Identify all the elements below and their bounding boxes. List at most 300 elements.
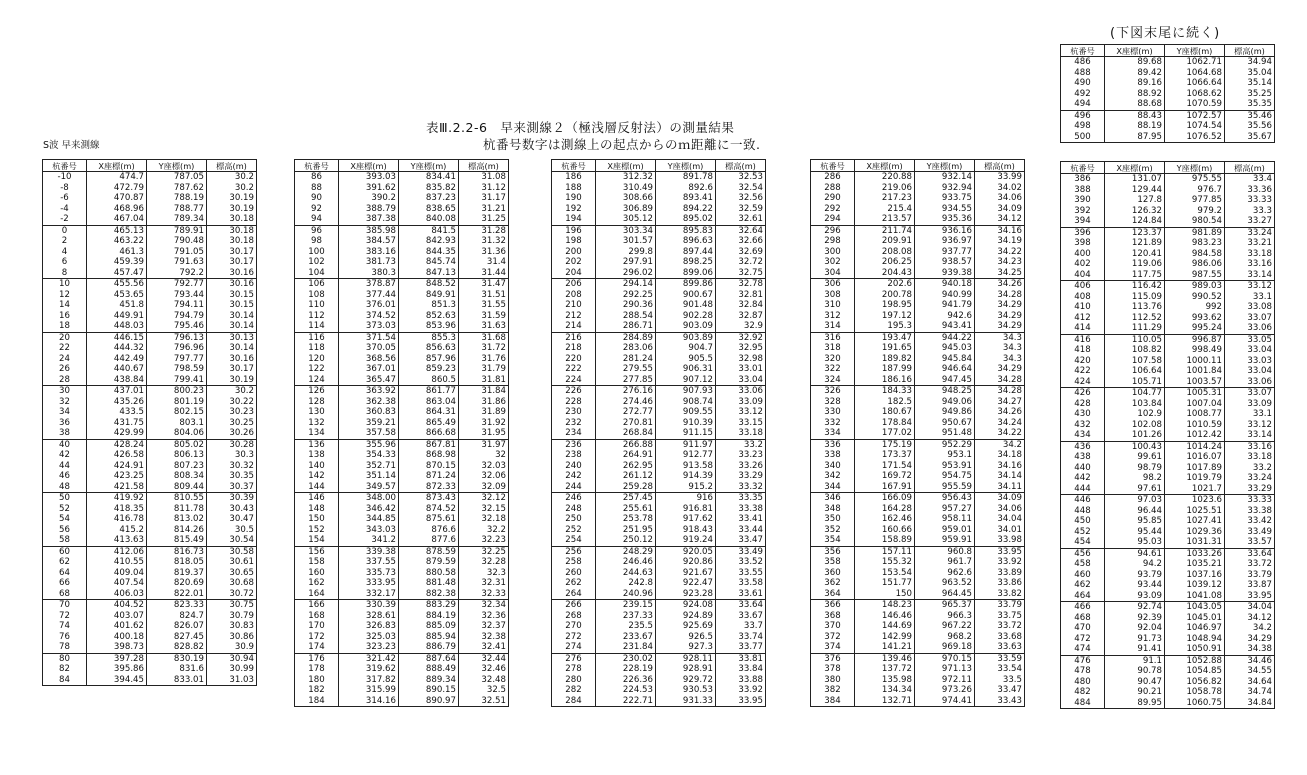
stake-no-cell: 270 bbox=[552, 621, 596, 632]
elevation-cell: 30.83 bbox=[207, 621, 257, 632]
table-row bbox=[1061, 356, 1275, 367]
elevation-cell: 33.3 bbox=[1225, 206, 1275, 217]
elevation-cell: 33.32 bbox=[716, 482, 766, 493]
stake-no-cell: 54 bbox=[43, 514, 87, 525]
x-coord-cell: 220.88 bbox=[855, 172, 915, 183]
y-coord-cell: 916.81 bbox=[656, 504, 716, 515]
elevation-cell: 30.47 bbox=[207, 514, 257, 525]
y-coord-cell: 925.69 bbox=[656, 621, 716, 632]
table-row bbox=[295, 257, 509, 268]
elevation-cell: 34.06 bbox=[975, 193, 1025, 204]
x-coord-cell: 351.14 bbox=[339, 471, 399, 482]
x-coord-cell: 93.09 bbox=[1105, 591, 1165, 602]
y-coord-cell: 953.91 bbox=[915, 461, 975, 472]
table-row bbox=[43, 611, 257, 622]
stake-no-cell: 140 bbox=[295, 461, 339, 472]
y-coord-cell: 810.55 bbox=[147, 493, 207, 504]
stake-no-cell: 348 bbox=[811, 504, 855, 515]
elevation-cell: 30.18 bbox=[207, 225, 257, 236]
elevation-cell: 33.88 bbox=[716, 675, 766, 686]
elevation-cell: 34.01 bbox=[975, 525, 1025, 536]
x-coord-cell: 391.62 bbox=[339, 183, 399, 194]
table-row bbox=[295, 193, 509, 204]
elevation-cell: 30.14 bbox=[207, 321, 257, 332]
x-coord-cell: 446.15 bbox=[87, 332, 147, 343]
table-row bbox=[43, 214, 257, 225]
y-coord-cell: 919.24 bbox=[656, 535, 716, 546]
x-coord-cell: 314.16 bbox=[339, 696, 399, 707]
table-row bbox=[811, 632, 1025, 643]
x-coord-cell: 354.33 bbox=[339, 450, 399, 461]
table-row bbox=[552, 525, 766, 536]
elevation-cell: 30.5 bbox=[207, 525, 257, 536]
stake-no-cell: 206 bbox=[552, 279, 596, 290]
table-row bbox=[43, 407, 257, 418]
elevation-cell: 30.25 bbox=[207, 418, 257, 429]
stake-no-cell: -2 bbox=[43, 214, 87, 225]
stake-no-cell: 246 bbox=[552, 493, 596, 504]
x-coord-cell: 246.46 bbox=[596, 557, 656, 568]
table-row bbox=[811, 450, 1025, 461]
stake-no-cell: 14 bbox=[43, 300, 87, 311]
x-coord-cell: 92.39 bbox=[1105, 613, 1165, 624]
y-coord-cell: 953.1 bbox=[915, 450, 975, 461]
stake-no-cell: 96 bbox=[295, 225, 339, 236]
elevation-cell: 30.9 bbox=[207, 642, 257, 653]
stake-no-cell: 324 bbox=[811, 375, 855, 386]
stake-no-cell: 12 bbox=[43, 290, 87, 301]
table-row bbox=[552, 386, 766, 397]
table-row bbox=[43, 204, 257, 215]
elevation-cell: 33.29 bbox=[716, 471, 766, 482]
y-coord-cell: 940.18 bbox=[915, 279, 975, 290]
elevation-cell: 33.18 bbox=[1225, 452, 1275, 463]
stake-no-cell: 146 bbox=[295, 493, 339, 504]
stake-no-cell: 422 bbox=[1061, 366, 1105, 377]
elevation-cell: 34.04 bbox=[1225, 602, 1275, 613]
y-coord-cell: 867.81 bbox=[399, 439, 459, 450]
table-row bbox=[552, 471, 766, 482]
elevation-cell: 33.09 bbox=[716, 397, 766, 408]
y-coord-cell: 868.98 bbox=[399, 450, 459, 461]
table-row bbox=[552, 450, 766, 461]
table-row bbox=[295, 439, 509, 450]
stake-no-cell: 446 bbox=[1061, 495, 1105, 506]
table-row bbox=[43, 290, 257, 301]
table-row bbox=[811, 642, 1025, 653]
x-coord-cell: 413.63 bbox=[87, 535, 147, 546]
y-coord-cell: 934.55 bbox=[915, 204, 975, 215]
elevation-cell: 32.81 bbox=[716, 290, 766, 301]
elevation-cell: 33.5 bbox=[975, 675, 1025, 686]
table-row bbox=[552, 321, 766, 332]
x-coord-cell: 352.71 bbox=[339, 461, 399, 472]
x-coord-cell: 89.68 bbox=[1105, 57, 1165, 68]
stake-no-cell: 420 bbox=[1061, 356, 1105, 367]
stake-no-cell: 236 bbox=[552, 439, 596, 450]
stake-no-cell: 34 bbox=[43, 407, 87, 418]
x-coord-cell: 294.14 bbox=[596, 279, 656, 290]
x-coord-cell: 440.67 bbox=[87, 364, 147, 375]
x-coord-cell: 424.91 bbox=[87, 461, 147, 472]
x-coord-cell: 371.54 bbox=[339, 332, 399, 343]
elevation-cell: 33.01 bbox=[716, 364, 766, 375]
survey-table-1 bbox=[42, 159, 257, 686]
header-z: 標高(m) bbox=[1225, 45, 1275, 57]
table-row bbox=[552, 236, 766, 247]
x-coord-cell: 108.82 bbox=[1105, 345, 1165, 356]
stake-no-cell: 302 bbox=[811, 257, 855, 268]
elevation-cell: 30.2 bbox=[207, 183, 257, 194]
y-coord-cell: 969.18 bbox=[915, 642, 975, 653]
elevation-cell: 33.2 bbox=[716, 439, 766, 450]
x-coord-cell: 186.16 bbox=[855, 375, 915, 386]
x-coord-cell: 88.43 bbox=[1105, 110, 1165, 121]
stake-no-cell: 212 bbox=[552, 311, 596, 322]
elevation-cell: 33.36 bbox=[1225, 185, 1275, 196]
y-coord-cell: 1064.68 bbox=[1165, 68, 1225, 79]
y-coord-cell: 896.63 bbox=[656, 236, 716, 247]
elevation-cell: 31.4 bbox=[459, 257, 509, 268]
elevation-cell: 35.25 bbox=[1225, 89, 1275, 100]
x-coord-cell: 461.3 bbox=[87, 247, 147, 258]
x-coord-cell: 151.77 bbox=[855, 578, 915, 589]
stake-no-cell: 352 bbox=[811, 525, 855, 536]
table-row bbox=[1061, 687, 1275, 698]
header-x: X座標(m) bbox=[1105, 45, 1165, 57]
stake-no-cell: 220 bbox=[552, 354, 596, 365]
y-coord-cell: 1000.11 bbox=[1165, 356, 1225, 367]
table-header-row bbox=[1061, 162, 1275, 174]
x-coord-cell: 330.39 bbox=[339, 600, 399, 611]
x-coord-cell: 385.98 bbox=[339, 225, 399, 236]
y-coord-cell: 977.85 bbox=[1165, 195, 1225, 206]
x-coord-cell: 184.33 bbox=[855, 386, 915, 397]
elevation-cell: 33.61 bbox=[716, 589, 766, 600]
x-coord-cell: 189.82 bbox=[855, 354, 915, 365]
x-coord-cell: 94.61 bbox=[1105, 548, 1165, 559]
stake-no-cell: 276 bbox=[552, 653, 596, 664]
header-x: X座標(m) bbox=[596, 160, 656, 172]
x-coord-cell: 266.88 bbox=[596, 439, 656, 450]
elevation-cell: 33.63 bbox=[975, 642, 1025, 653]
stake-no-cell: 232 bbox=[552, 418, 596, 429]
stake-no-cell: 418 bbox=[1061, 345, 1105, 356]
table-row bbox=[552, 461, 766, 472]
x-coord-cell: 120.41 bbox=[1105, 249, 1165, 260]
x-coord-cell: 91.73 bbox=[1105, 634, 1165, 645]
y-coord-cell: 788.19 bbox=[147, 193, 207, 204]
x-coord-cell: 226.36 bbox=[596, 675, 656, 686]
elevation-cell: 34.26 bbox=[975, 279, 1025, 290]
stake-no-cell: 396 bbox=[1061, 227, 1105, 238]
table-row bbox=[1061, 506, 1275, 517]
x-coord-cell: 167.91 bbox=[855, 482, 915, 493]
stake-no-cell: 170 bbox=[295, 621, 339, 632]
x-coord-cell: 276.16 bbox=[596, 386, 656, 397]
x-coord-cell: 106.64 bbox=[1105, 366, 1165, 377]
y-coord-cell: 1043.05 bbox=[1165, 602, 1225, 613]
stake-no-cell: 4 bbox=[43, 247, 87, 258]
y-coord-cell: 936.97 bbox=[915, 236, 975, 247]
elevation-cell: 34.11 bbox=[975, 482, 1025, 493]
elevation-cell: 34.2 bbox=[975, 439, 1025, 450]
stake-no-cell: 466 bbox=[1061, 602, 1105, 613]
table-row bbox=[1061, 388, 1275, 399]
y-coord-cell: 811.78 bbox=[147, 504, 207, 515]
table-header-row bbox=[43, 160, 257, 172]
elevation-cell: 30.32 bbox=[207, 461, 257, 472]
elevation-cell: 32.31 bbox=[459, 578, 509, 589]
x-coord-cell: 279.55 bbox=[596, 364, 656, 375]
elevation-cell: 30.3 bbox=[207, 450, 257, 461]
header-y: Y座標(m) bbox=[915, 160, 975, 172]
stake-no-cell: 138 bbox=[295, 450, 339, 461]
stake-no-cell: 214 bbox=[552, 321, 596, 332]
x-coord-cell: 204.43 bbox=[855, 268, 915, 279]
table-row bbox=[811, 236, 1025, 247]
stake-no-cell: 260 bbox=[552, 568, 596, 579]
y-coord-cell: 1072.57 bbox=[1165, 110, 1225, 121]
stake-no-cell: 194 bbox=[552, 214, 596, 225]
table-row bbox=[1061, 259, 1275, 270]
table-row bbox=[43, 642, 257, 653]
table-row bbox=[295, 332, 509, 343]
x-coord-cell: 465.13 bbox=[87, 225, 147, 236]
stake-no-cell: 94 bbox=[295, 214, 339, 225]
y-coord-cell: 929.72 bbox=[656, 675, 716, 686]
y-coord-cell: 802.15 bbox=[147, 407, 207, 418]
elevation-cell: 33.07 bbox=[1225, 388, 1275, 399]
stake-no-cell: 314 bbox=[811, 321, 855, 332]
stake-no-cell: 330 bbox=[811, 407, 855, 418]
y-coord-cell: 800.23 bbox=[147, 386, 207, 397]
y-coord-cell: 878.59 bbox=[399, 546, 459, 557]
stake-no-cell: 496 bbox=[1061, 110, 1105, 121]
table-row bbox=[811, 247, 1025, 258]
y-coord-cell: 990.52 bbox=[1165, 292, 1225, 303]
x-coord-cell: 406.03 bbox=[87, 589, 147, 600]
table-row bbox=[552, 343, 766, 354]
x-coord-cell: 272.77 bbox=[596, 407, 656, 418]
elevation-cell: 33.1 bbox=[1225, 292, 1275, 303]
stake-no-cell: 278 bbox=[552, 664, 596, 675]
y-coord-cell: 918.43 bbox=[656, 525, 716, 536]
y-coord-cell: 984.58 bbox=[1165, 249, 1225, 260]
table-row bbox=[1061, 655, 1275, 666]
table-row bbox=[295, 557, 509, 568]
elevation-cell: 30.19 bbox=[207, 204, 257, 215]
elevation-cell: 33.49 bbox=[1225, 527, 1275, 538]
y-coord-cell: 910.39 bbox=[656, 418, 716, 429]
x-coord-cell: 333.95 bbox=[339, 578, 399, 589]
stake-no-cell: 426 bbox=[1061, 388, 1105, 399]
y-coord-cell: 845.74 bbox=[399, 257, 459, 268]
table-row bbox=[1061, 313, 1275, 324]
y-coord-cell: 887.64 bbox=[399, 653, 459, 664]
x-coord-cell: 200.78 bbox=[855, 290, 915, 301]
elevation-cell: 33.18 bbox=[1225, 249, 1275, 260]
elevation-cell: 33.55 bbox=[716, 568, 766, 579]
elevation-cell: 33.58 bbox=[716, 578, 766, 589]
x-coord-cell: 410.55 bbox=[87, 557, 147, 568]
stake-no-cell: 400 bbox=[1061, 249, 1105, 260]
page-subtitle: 杭番号数字は測線上の起点からのｍ距離に一致. bbox=[483, 137, 761, 152]
y-coord-cell: 959.01 bbox=[915, 525, 975, 536]
table-row bbox=[811, 204, 1025, 215]
stake-no-cell: 358 bbox=[811, 557, 855, 568]
table-row bbox=[811, 397, 1025, 408]
stake-no-cell: 38 bbox=[43, 428, 87, 439]
y-coord-cell: 979.2 bbox=[1165, 206, 1225, 217]
stake-no-cell: 390 bbox=[1061, 195, 1105, 206]
elevation-cell: 31.12 bbox=[459, 183, 509, 194]
x-coord-cell: 102.08 bbox=[1105, 420, 1165, 431]
elevation-cell: 33.07 bbox=[1225, 313, 1275, 324]
x-coord-cell: 349.57 bbox=[339, 482, 399, 493]
stake-no-cell: 186 bbox=[552, 172, 596, 183]
y-coord-cell: 1012.42 bbox=[1165, 430, 1225, 441]
table-row bbox=[295, 611, 509, 622]
y-coord-cell: 948.25 bbox=[915, 386, 975, 397]
table-row bbox=[552, 514, 766, 525]
y-coord-cell: 908.74 bbox=[656, 397, 716, 408]
x-coord-cell: 198.95 bbox=[855, 300, 915, 311]
x-coord-cell: 101.26 bbox=[1105, 430, 1165, 441]
table-row bbox=[43, 535, 257, 546]
x-coord-cell: 426.58 bbox=[87, 450, 147, 461]
x-coord-cell: 237.33 bbox=[596, 611, 656, 622]
table-row bbox=[43, 514, 257, 525]
x-coord-cell: 415.2 bbox=[87, 525, 147, 536]
stake-no-cell: -8 bbox=[43, 183, 87, 194]
table-row bbox=[1061, 537, 1275, 548]
y-coord-cell: 1023.6 bbox=[1165, 495, 1225, 506]
y-coord-cell: 976.7 bbox=[1165, 185, 1225, 196]
table-row bbox=[1061, 452, 1275, 463]
table-row bbox=[43, 311, 257, 322]
elevation-cell: 34.29 bbox=[1225, 634, 1275, 645]
elevation-cell: 31.79 bbox=[459, 364, 509, 375]
table-row bbox=[552, 578, 766, 589]
stake-no-cell: 148 bbox=[295, 504, 339, 515]
elevation-cell: 33.04 bbox=[716, 375, 766, 386]
elevation-cell: 33.72 bbox=[1225, 559, 1275, 570]
elevation-cell: 35.14 bbox=[1225, 78, 1275, 89]
table-row bbox=[811, 332, 1025, 343]
elevation-cell: 30.17 bbox=[207, 257, 257, 268]
x-coord-cell: 222.71 bbox=[596, 696, 656, 707]
x-coord-cell: 472.79 bbox=[87, 183, 147, 194]
table-row bbox=[1061, 698, 1275, 709]
y-coord-cell: 792.77 bbox=[147, 279, 207, 290]
elevation-cell: 34.26 bbox=[975, 407, 1025, 418]
stake-no-cell: 176 bbox=[295, 653, 339, 664]
survey-table-5 bbox=[1060, 161, 1275, 709]
table-row bbox=[43, 268, 257, 279]
table-row bbox=[43, 568, 257, 579]
stake-no-cell: 156 bbox=[295, 546, 339, 557]
y-coord-cell: 898.25 bbox=[656, 257, 716, 268]
x-coord-cell: 346.42 bbox=[339, 504, 399, 515]
stake-no-cell: 378 bbox=[811, 664, 855, 675]
table-row bbox=[552, 257, 766, 268]
table-row bbox=[552, 696, 766, 707]
header-z: 標高(m) bbox=[459, 160, 509, 172]
x-coord-cell: 206.25 bbox=[855, 257, 915, 268]
y-coord-cell: 861.77 bbox=[399, 386, 459, 397]
y-coord-cell: 947.45 bbox=[915, 375, 975, 386]
stake-no-cell: 190 bbox=[552, 193, 596, 204]
elevation-cell: 30.19 bbox=[207, 193, 257, 204]
x-coord-cell: 224.53 bbox=[596, 685, 656, 696]
elevation-cell: 34.04 bbox=[975, 514, 1025, 525]
x-coord-cell: 303.34 bbox=[596, 225, 656, 236]
table-header-row bbox=[295, 160, 509, 172]
table-row bbox=[1061, 377, 1275, 388]
stake-no-cell: 284 bbox=[552, 696, 596, 707]
y-coord-cell: 1074.54 bbox=[1165, 121, 1225, 132]
table-row bbox=[43, 525, 257, 536]
elevation-cell: 31.47 bbox=[459, 279, 509, 290]
table-row bbox=[552, 589, 766, 600]
y-coord-cell: 804.06 bbox=[147, 428, 207, 439]
elevation-cell: 34.16 bbox=[975, 461, 1025, 472]
stake-no-cell: 262 bbox=[552, 578, 596, 589]
y-coord-cell: 801.19 bbox=[147, 397, 207, 408]
x-coord-cell: 261.12 bbox=[596, 471, 656, 482]
table-row bbox=[1061, 677, 1275, 688]
stake-no-cell: 70 bbox=[43, 600, 87, 611]
survey-table-continued bbox=[1060, 44, 1275, 143]
table-row bbox=[295, 600, 509, 611]
y-coord-cell: 813.02 bbox=[147, 514, 207, 525]
table-header-row bbox=[552, 160, 766, 172]
table-row bbox=[295, 247, 509, 258]
table-row bbox=[295, 290, 509, 301]
stake-no-cell: 402 bbox=[1061, 259, 1105, 270]
y-coord-cell: 1003.57 bbox=[1165, 377, 1225, 388]
elevation-cell: 32.38 bbox=[459, 632, 509, 643]
elevation-cell: 31.28 bbox=[459, 225, 509, 236]
table-row bbox=[1061, 580, 1275, 591]
y-coord-cell: 823.33 bbox=[147, 600, 207, 611]
table-row bbox=[811, 696, 1025, 707]
table-row bbox=[1061, 216, 1275, 227]
y-coord-cell: 851.3 bbox=[399, 300, 459, 311]
table-row bbox=[552, 632, 766, 643]
y-coord-cell: 879.59 bbox=[399, 557, 459, 568]
survey-table-3 bbox=[551, 159, 766, 707]
x-coord-cell: 90.21 bbox=[1105, 687, 1165, 698]
stake-no-cell: 386 bbox=[1061, 174, 1105, 185]
table-row bbox=[295, 225, 509, 236]
elevation-cell: 35.46 bbox=[1225, 110, 1275, 121]
y-coord-cell: 787.05 bbox=[147, 172, 207, 183]
x-coord-cell: 292.25 bbox=[596, 290, 656, 301]
x-coord-cell: 395.86 bbox=[87, 664, 147, 675]
header-x: X座標(m) bbox=[87, 160, 147, 172]
header-y: Y座標(m) bbox=[147, 160, 207, 172]
table-row bbox=[552, 300, 766, 311]
elevation-cell: 33.81 bbox=[716, 653, 766, 664]
table-row bbox=[811, 546, 1025, 557]
elevation-cell: 33.04 bbox=[1225, 366, 1275, 377]
table-row bbox=[1061, 644, 1275, 655]
y-coord-cell: 913.58 bbox=[656, 461, 716, 472]
stake-no-cell: 248 bbox=[552, 504, 596, 515]
x-coord-cell: 312.32 bbox=[596, 172, 656, 183]
